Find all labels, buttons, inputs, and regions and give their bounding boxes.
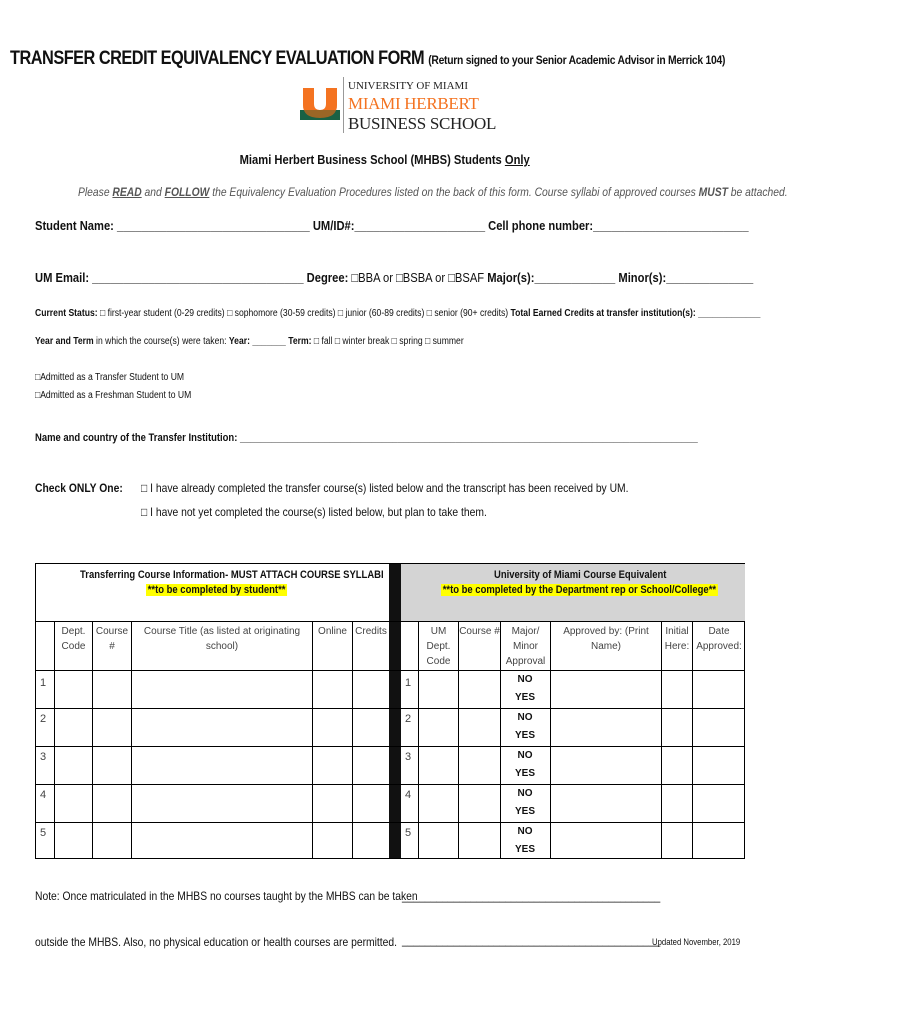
- row-num-left: 4: [40, 789, 47, 801]
- left-header-title: Transferring Course Information- MUST ATTACH COURSE SYLLABI: [80, 569, 384, 581]
- check-only-one-label: Check ONLY One:: [35, 481, 123, 495]
- col-major-minor-approval: Major/ Minor Approval: [505, 626, 546, 667]
- col-course-num: Course #: [95, 626, 129, 652]
- term-options[interactable]: □ fall □ winter break □ spring □ summer: [311, 336, 464, 347]
- col-dept-code: Dept. Code: [61, 626, 86, 652]
- admitted-transfer-checkbox[interactable]: □Admitted as a Transfer Student to UM: [35, 372, 185, 383]
- admitted-freshman-checkbox[interactable]: □Admitted as a Freshman Student to UM: [35, 390, 192, 401]
- institution-field[interactable]: Name and country of the Transfer Institution: _______________________________________________________________________________________: [35, 432, 698, 444]
- col-date-approved: Date Approved:: [696, 626, 742, 652]
- logo-divider: [343, 77, 344, 133]
- approval-no[interactable]: NO: [517, 788, 533, 799]
- approval-yes[interactable]: YES: [514, 692, 535, 703]
- row-num-left: 2: [40, 713, 47, 725]
- right-header-title: University of Miami Course Equivalent: [494, 569, 667, 581]
- approval-no[interactable]: NO: [517, 826, 533, 837]
- approval-no[interactable]: NO: [517, 712, 533, 723]
- col-course-title: Course Title (as listed at originating school): [143, 626, 301, 652]
- approval-no[interactable]: NO: [517, 750, 533, 761]
- status-options[interactable]: □ first-year student (0-29 credits) □ sophomore (30-59 credits) □ junior (60-89 credits) □ senior (90+ credits): [97, 308, 511, 319]
- row-num-right: 1: [405, 677, 412, 689]
- updated-date: Updated November, 2019: [652, 937, 741, 947]
- row-num-right: 3: [405, 751, 412, 763]
- row-num-right: 2: [405, 713, 412, 725]
- instructions: Please READ and FOLLOW the Equivalency Evaluation Procedures listed on the back of this form. Course syllabi of approved courses MUST be attached.: [78, 185, 788, 199]
- col-online: Online: [318, 626, 347, 637]
- footer-note-line1: Note: Once matriculated in the MHBS no courses taught by the MHBS can be taken: [35, 889, 418, 903]
- form-title: [10, 48, 725, 70]
- row-num-right: 4: [405, 789, 412, 801]
- degree-options[interactable]: □BBA or □BSBA or □BSAF: [351, 270, 485, 285]
- year-term-row[interactable]: Year and Term in which the course(s) were taken: Year: _______ Term: □ fall □ winter break □ spring □ summer: [35, 336, 464, 347]
- approval-yes[interactable]: YES: [514, 768, 535, 779]
- footer-note-line2: outside the MHBS. Also, no physical education or health courses are permitted.: [35, 935, 397, 949]
- signature-line-2[interactable]: _____________________________________________: [402, 933, 661, 947]
- student-name-field[interactable]: Student Name: _______________________________ UM/ID#:_____________________ Cell phone number:_________________________: [35, 218, 749, 233]
- course-equivalency-table: [35, 563, 745, 859]
- logo-university: UNIVERSITY OF MIAMI: [348, 80, 468, 92]
- col-um-course-num: Course #: [459, 626, 500, 637]
- university-u-logo-icon: [300, 86, 340, 120]
- col-initial: Initial Here:: [664, 626, 690, 652]
- row-num-left: 1: [40, 677, 47, 689]
- approval-yes[interactable]: YES: [514, 806, 535, 817]
- audience-line: Miami Herbert Business School (MHBS) Students Only: [239, 152, 531, 167]
- table-divider-bar: [389, 564, 401, 858]
- row-num-right: 5: [405, 827, 412, 839]
- current-status-row[interactable]: Current Status: □ first-year student (0-29 credits) □ sophomore (30-59 credits) □ junior (60-89 credits) □ senior (90+ credits) Total Earned Credits at transfer institution(s): _____________: [35, 308, 761, 319]
- logo-miami-herbert: MIAMI HERBERT: [348, 94, 479, 113]
- approval-yes[interactable]: YES: [514, 844, 535, 855]
- title-note: (Return signed to your Senior Academic Advisor in Merrick 104): [428, 53, 726, 67]
- check-option-completed[interactable]: □ I have already completed the transfer course(s) listed below and the transcript has been received by UM.: [141, 481, 629, 495]
- email-degree-row[interactable]: UM Email: __________________________________ Degree: □BBA or □BSBA or □BSAF Major(s):_____________ Minor(s):______________: [35, 270, 754, 285]
- row-num-left: 3: [40, 751, 47, 763]
- logo-business-school: BUSINESS SCHOOL: [348, 114, 497, 133]
- approval-no[interactable]: NO: [517, 674, 533, 685]
- col-um-dept-code: UM Dept. Code: [426, 626, 451, 667]
- check-option-planned[interactable]: □ I have not yet completed the course(s) listed below, but plan to take them.: [141, 505, 487, 519]
- right-header-sub: **to be completed by the Department rep or School/College**: [442, 584, 717, 596]
- left-header-sub: **to be completed by student**: [147, 584, 286, 596]
- signature-line-1[interactable]: _____________________________________________: [402, 889, 661, 903]
- approval-yes[interactable]: YES: [514, 730, 535, 741]
- row-num-left: 5: [40, 827, 47, 839]
- title-main: TRANSFER CREDIT EQUIVALENCY EVALUATION FORM: [10, 48, 425, 69]
- col-approved-by: Approved by: (Print Name): [563, 626, 649, 652]
- col-credits: Credits: [355, 626, 387, 637]
